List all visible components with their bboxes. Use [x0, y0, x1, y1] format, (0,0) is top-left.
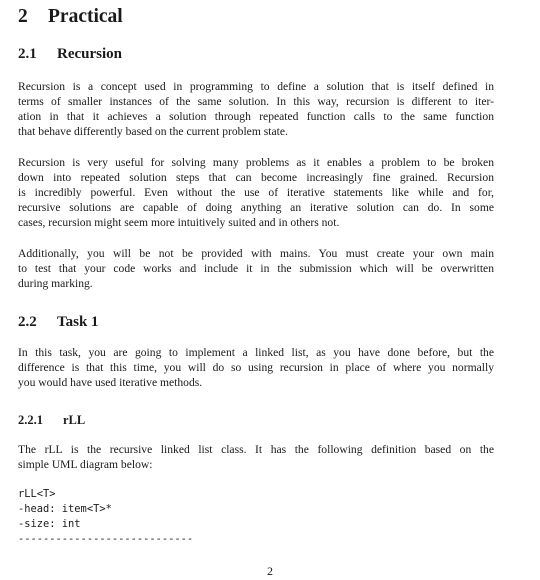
uml-separator: ----------------------------: [18, 533, 194, 545]
subsection-title: Recursion: [57, 46, 122, 62]
subsection-number: 2.2: [18, 314, 37, 330]
text-line: The rLL is the recursive linked list class. It has the following definition based on the: [18, 443, 494, 456]
section-title: Practical: [48, 6, 123, 27]
uml-attribute-head: -head: item<T>*: [18, 503, 112, 515]
text-line: Additionally, you will be not be provided with mains. You must create your own main: [18, 247, 494, 260]
paragraph-recursion-definition: [18, 79, 494, 139]
text-line: ation in that it achieves a solution through repeated function calls to the same function: [18, 110, 494, 123]
page-number: 2: [267, 564, 273, 578]
text-line: simple UML diagram below:: [18, 458, 153, 471]
subsubsection-heading-rll: [18, 413, 85, 428]
text-line: you would have used iterative methods.: [18, 376, 203, 389]
text-line: cases, recursion might seem more intuitively suited and in others not.: [18, 216, 340, 229]
subsubsection-number: 2.2.1: [18, 413, 43, 427]
section-number: 2: [18, 6, 28, 27]
text-line: Recursion is very useful for solving many problems as it enables a problem to be broken: [18, 156, 494, 169]
subsection-title: Task 1: [57, 314, 99, 330]
text-line: that behave differently based on the current problem state.: [18, 125, 288, 138]
subsubsection-title: rLL: [63, 413, 86, 427]
subsection-heading-task-1: [18, 314, 99, 331]
text-line: to test that your code works and include it in the submission which will be overwritten: [18, 262, 494, 275]
paragraph-rll-description: [18, 442, 494, 472]
text-line: is incredibly powerful. Even without the use of iterative statements like while and for,: [18, 186, 494, 199]
text-line: Recursion is a concept used in programming to define a solution that is itself defined in: [18, 80, 494, 93]
paragraph-task-1-description: [18, 345, 494, 390]
paragraph-mains-notice: [18, 246, 494, 291]
uml-class-name: rLL<T>: [18, 488, 56, 500]
text-line: terms of smaller instances of the same solution. In this way, recursion is different to iter-: [18, 95, 494, 108]
text-line: difference is that this time, you will do so using recursion in place of where you normally: [18, 361, 494, 374]
paragraph-recursion-usefulness: [18, 155, 494, 230]
text-line: recursive solutions are capable of doing anything an iterative solution can do. In some: [18, 201, 494, 214]
text-line: down into repeated solution steps that can become increasingly fine grained. Recursion: [18, 171, 494, 184]
text-line: during marking.: [18, 277, 93, 290]
uml-attribute-size: -size: int: [18, 518, 81, 530]
text-line: In this task, you are going to implement a linked list, as you have done before, but the: [18, 346, 494, 359]
uml-diagram: [18, 487, 193, 547]
section-heading-practical: [18, 6, 123, 28]
subsection-number: 2.1: [18, 46, 37, 62]
subsection-heading-recursion: [18, 46, 122, 63]
